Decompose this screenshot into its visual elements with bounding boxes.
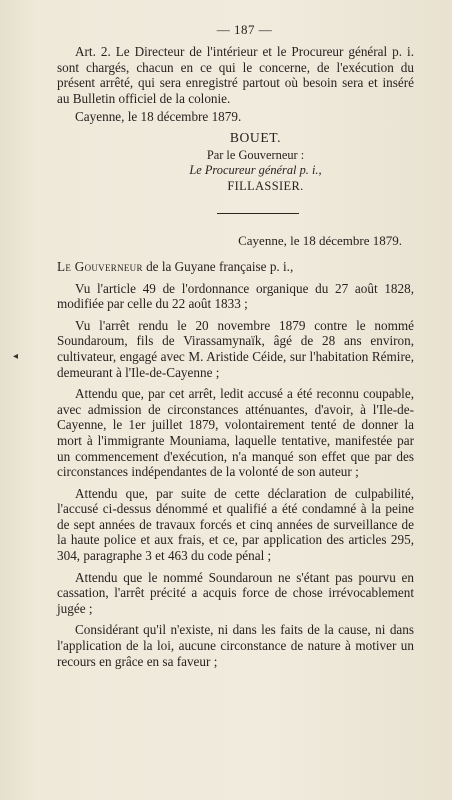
governor-title: Le Gouverneur (57, 258, 143, 274)
signature-name: BOUET. (229, 129, 282, 145)
paragraph-considerant: Considérant qu'il n'existe, ni dans les faits de la cause, ni dans l'application de la loi, aucune circonstance de nature à motiver un recours en grâce en sa faveur ; (57, 622, 414, 669)
section-divider (217, 213, 299, 214)
governor-heading (57, 259, 414, 275)
signature-by-governor: Par le Gouverneur : (206, 147, 305, 162)
paragraph-vu-article: Vu l'article 49 de l'ordonnance organique du 27 août 1828, modifiée par celle du 22 août 1833 ; (57, 280, 414, 312)
article-2-paragraph: Art. 2. Le Directeur de l'intérieur et le Procureur général p. i. sont chargés, chacun en ce qui le concerne, de l'exécution du présent arrêté, qui sera enregistré partout où besoin sera et inséré au Bulletin officiel de la colonie. (57, 44, 414, 106)
signature-fillassier: FILLASSIER. (227, 178, 304, 193)
paragraph-attendu-2: Attendu que, par suite de cette déclaration de culpabilité, l'accusé ci-dessus dénommé et qualifié a été condamné à la peine de sept années de travaux forcés et cinq années de surveillance de la haute police et aux frais, et ce, par application des articles 295, 304, paragraphe 3 et 463 du code pénal ; (57, 485, 414, 564)
governor-rest: de la Guyane française p. i., (142, 258, 294, 274)
paragraph-attendu-3: Attendu que le nommé Soundaroun ne s'étant pas pourvu en cassation, l'arrêt précité a acquis force de chose irrévocablement jugée ; (57, 569, 414, 616)
paragraph-attendu-1: Attendu que, par cet arrêt, ledit accusé a été reconnu coupable, avec admission de circonstances atténuantes, d'avoir, à l'Ile-de-Cayenne, le 1er juillet 1879, volontairement tenté de donner la mort à l'immigrante Mouniama, laquelle tentative, manifestée par un commencement d'exécution, n'a manqué son effet que par des circonstances indépendantes de la volonté de son auteur ; (57, 386, 414, 480)
margin-mark: ◂ (13, 351, 19, 362)
paragraph-vu-arret: Vu l'arrêt rendu le 20 novembre 1879 contre le nommé Soundaroum, fils de Virassamynaïk, âgé de 28 ans environ, cultivateur, engagé avec M. Aristide Céide, sur l'habitation Rémire, demeurant à l'Ile-de-Cayenne ; (57, 317, 414, 380)
page-number: — 187 — (216, 22, 273, 37)
signature-procureur: Le Procureur général p. i., (189, 162, 322, 177)
date-line-1: Cayenne, le 18 décembre 1879. (75, 109, 242, 125)
date-line-2: Cayenne, le 18 décembre 1879. (238, 232, 402, 248)
